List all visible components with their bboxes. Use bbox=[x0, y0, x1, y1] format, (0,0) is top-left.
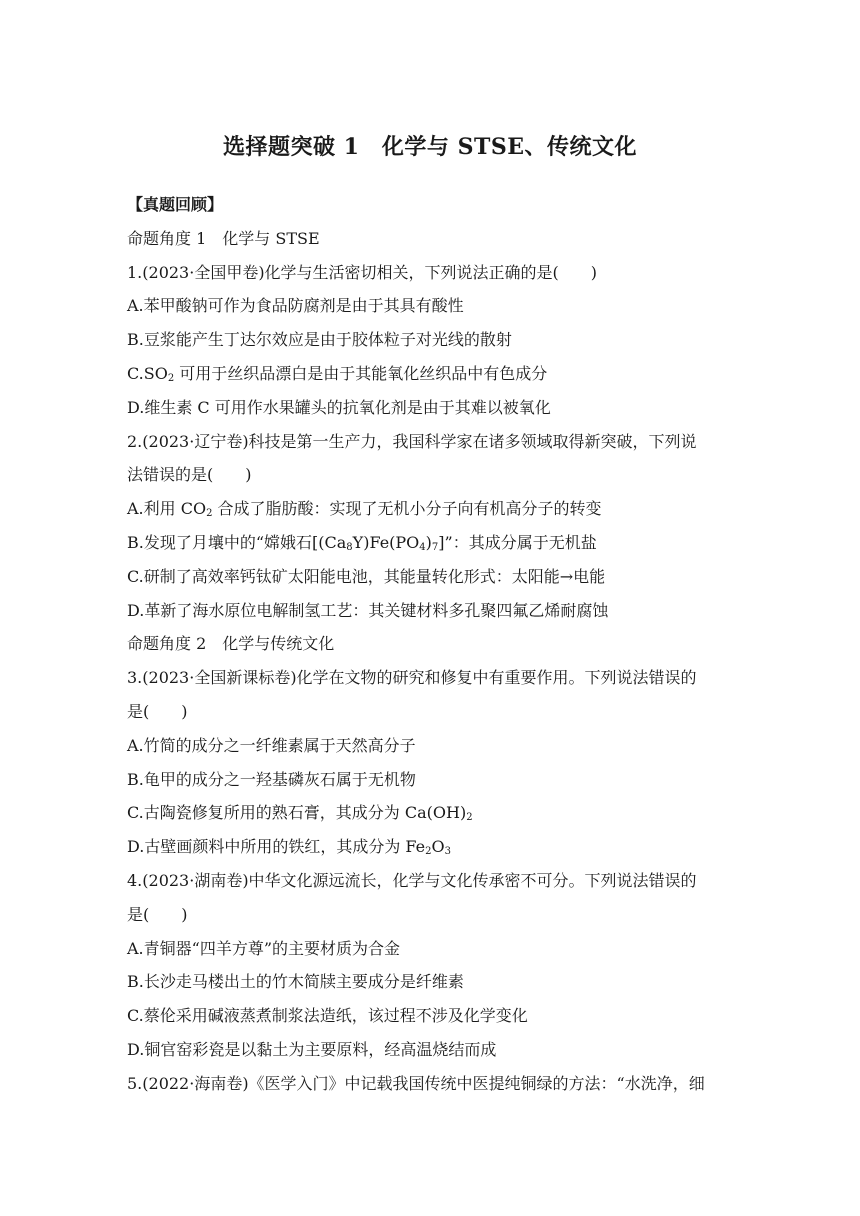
q2-stem-line-2: 法错误的是( ) bbox=[127, 465, 252, 485]
q3-option-c: C.古陶瓷修复所用的熟石膏，其成分为 $Ca(OH)_2$ bbox=[127, 803, 473, 824]
q2-option-b: B.发现了月壤中的“嫦娥石$[(Ca_8Y)Fe(PO_4)_7]$”：其成分属于无机盐 bbox=[127, 532, 597, 553]
q4-option-c: C.蔡伦采用碱液蒸煮制浆法造纸，该过程不涉及化学变化 bbox=[127, 1006, 528, 1026]
q4-stem-line-2: 是( ) bbox=[127, 904, 188, 924]
q3-stem-line-2: 是( ) bbox=[127, 701, 188, 721]
q2-stem-line-1: 2.(2023·辽宁卷)科技是第一生产力，我国科学家在诸多领域取得新突破，下列说 bbox=[127, 431, 697, 451]
q4-option-b: B.长沙走马楼出土的竹木简牍主要成分是纤维素 bbox=[127, 972, 464, 992]
q2-option-c: C.研制了高效率钙钛矿太阳能电池，其能量转化形式：太阳能→电能 bbox=[127, 566, 606, 586]
q2-option-d: D.革新了海水原位电解制氢工艺：其关键材料多孔聚四氟乙烯耐腐蚀 bbox=[127, 600, 609, 620]
q1-option-c: $C.SO_2$ 可用于丝织品漂白是由于其能氧化丝织品中有色成分 bbox=[127, 363, 548, 384]
section-header: 【真题回顾】 bbox=[127, 195, 224, 214]
document-body bbox=[127, 188, 743, 1101]
q1-option-a: A.苯甲酸钠可作为食品防腐剂是由于其具有酸性 bbox=[127, 296, 464, 316]
q2-option-a: A.利用 $CO_2$ 合成了脂肪酸：实现了无机小分子向有机高分子的转变 bbox=[127, 499, 602, 520]
q5-stem-line-1: 5.(2022·海南卷)《医学入门》中记载我国传统中医提纯铜绿的方法：“水洗净，细 bbox=[127, 1073, 705, 1093]
angle-1-heading: 命题角度 1 化学与 STSE bbox=[127, 228, 320, 248]
q3-stem-line-1: 3.(2023·全国新课标卷)化学在文物的研究和修复中有重要作用。下列说法错误的 bbox=[127, 668, 697, 688]
page-title: 选择题突破 1 化学与 STSE、传统文化 bbox=[222, 134, 638, 160]
q3-option-d: D.古壁画颜料中所用的铁红，其成分为 $Fe_2O_3$ bbox=[127, 837, 452, 858]
q4-option-a: A.青铜器“四羊方尊”的主要材质为合金 bbox=[127, 938, 401, 958]
angle-2-heading: 命题角度 2 化学与传统文化 bbox=[127, 634, 335, 654]
q1-stem: 1.(2023·全国甲卷)化学与生活密切相关，下列说法正确的是( ) bbox=[127, 262, 598, 282]
q4-option-d: D.铜官窑彩瓷是以黏土为主要原料，经高温烧结而成 bbox=[127, 1039, 497, 1059]
q3-option-a: A.竹简的成分之一纤维素属于天然高分子 bbox=[127, 735, 416, 755]
q4-stem-line-1: 4.(2023·湖南卷)中华文化源远流长，化学与文化传承密不可分。下列说法错误的 bbox=[127, 870, 697, 890]
q1-option-d: D.维生素 C 可用作水果罐头的抗氧化剂是由于其难以被氧化 bbox=[127, 397, 551, 417]
q1-option-b: B.豆浆能产生丁达尔效应是由于胶体粒子对光线的散射 bbox=[127, 330, 512, 350]
q3-option-b: B.龟甲的成分之一羟基磷灰石属于无机物 bbox=[127, 769, 416, 789]
